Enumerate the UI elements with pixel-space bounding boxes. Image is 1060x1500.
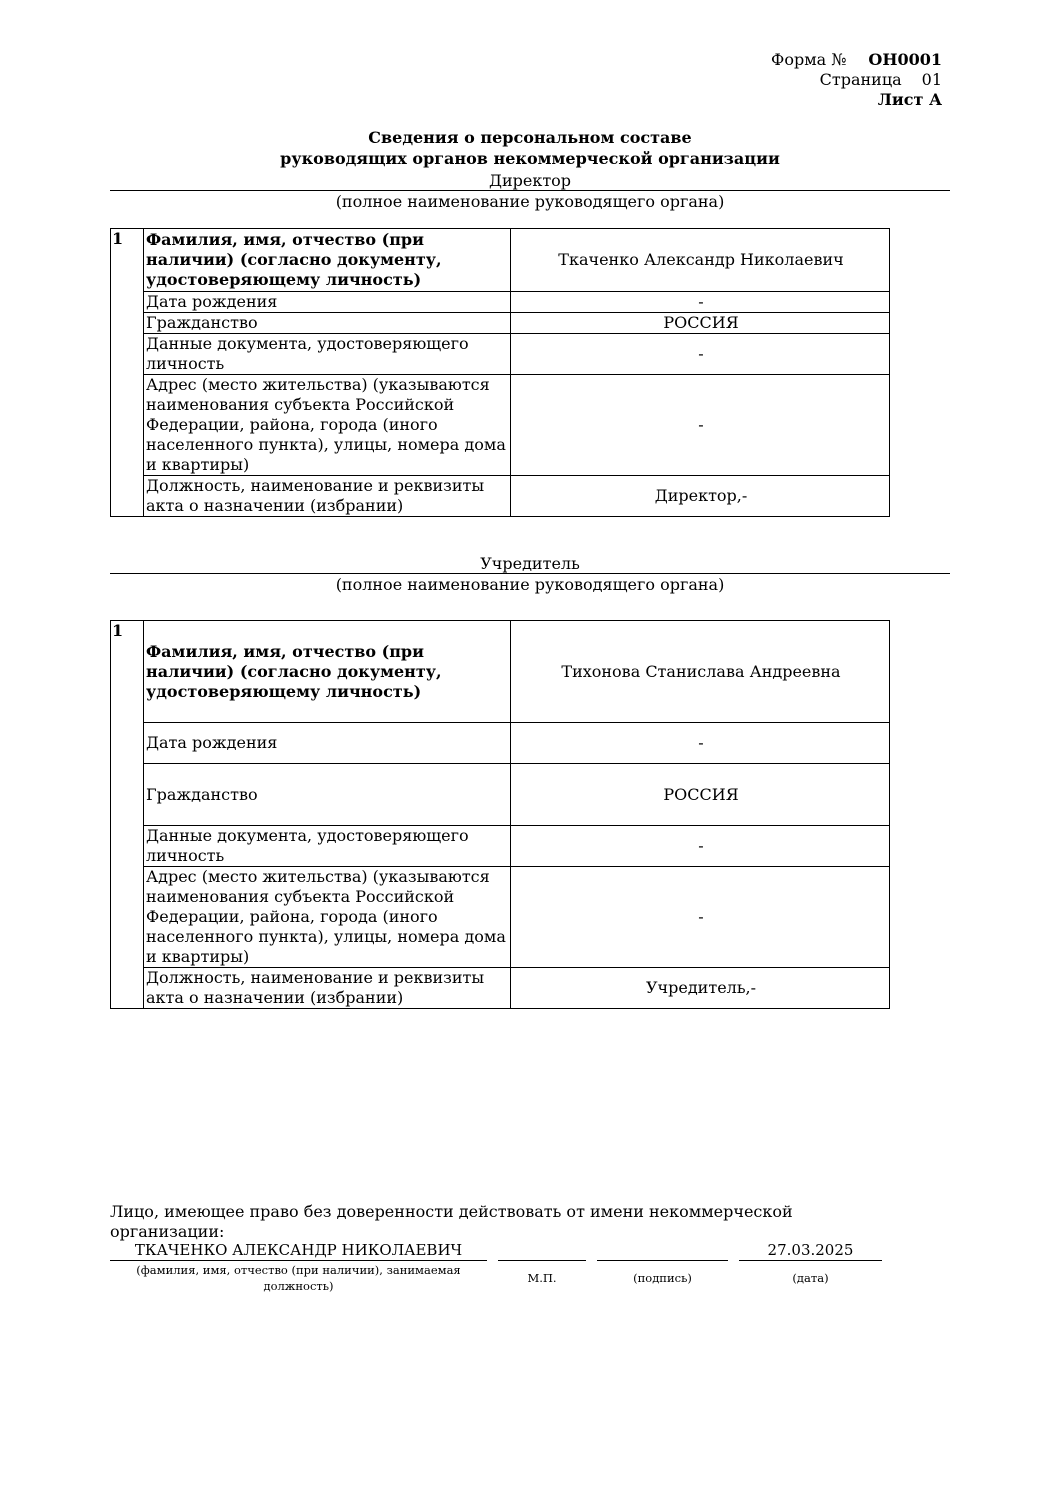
row-value-citizenship: РОССИЯ bbox=[511, 313, 890, 334]
row-label-position: Должность, наименование и реквизиты акта о назначении (избрании) bbox=[144, 476, 511, 517]
table-row bbox=[111, 764, 890, 826]
form-label: Форма № bbox=[771, 50, 847, 69]
row-value-address: - bbox=[511, 867, 890, 968]
row-value-position: Учредитель,- bbox=[511, 968, 890, 1009]
person-number: 1 bbox=[111, 621, 144, 1009]
row-value-id-document: - bbox=[511, 334, 890, 375]
date-field: 27.03.2025 bbox=[739, 1241, 882, 1261]
row-label-birthdate: Дата рождения bbox=[144, 292, 511, 313]
row-label-citizenship: Гражданство bbox=[144, 764, 511, 826]
table-row bbox=[111, 229, 890, 292]
form-number: ОН0001 bbox=[868, 50, 942, 69]
organ-caption: (полное наименование руководящего органа) bbox=[335, 575, 725, 594]
organ-caption: (полное наименование руководящего органа) bbox=[335, 192, 725, 211]
page-label: Страница bbox=[819, 70, 902, 89]
person-number: 1 bbox=[111, 229, 144, 517]
signatory-name-caption: (фамилия, имя, отчество (при наличии), занимаемая должность) bbox=[136, 1263, 461, 1293]
stamp-field bbox=[498, 1241, 586, 1261]
document-title-line1: Сведения о персональном составе bbox=[368, 128, 692, 147]
table-row bbox=[111, 621, 890, 723]
table-row bbox=[111, 334, 890, 375]
row-label-fio: Фамилия, имя, отчество (при наличии) (согласно документу, удостоверяющему личность) bbox=[144, 229, 511, 292]
row-label-position: Должность, наименование и реквизиты акта о назначении (избрании) bbox=[144, 968, 511, 1009]
row-value-id-document: - bbox=[511, 826, 890, 867]
table-row bbox=[111, 375, 890, 476]
row-label-birthdate: Дата рождения bbox=[144, 723, 511, 764]
form-header bbox=[771, 50, 942, 110]
row-value-birthdate: - bbox=[511, 723, 890, 764]
page-number-row bbox=[771, 70, 942, 90]
page-number: 01 bbox=[921, 70, 942, 89]
signature-caption: (подпись) bbox=[633, 1271, 692, 1285]
row-value-position: Директор,- bbox=[511, 476, 890, 517]
row-label-id-document: Данные документа, удостоверяющего личность bbox=[144, 826, 511, 867]
table-row bbox=[111, 826, 890, 867]
person-table-founder bbox=[110, 620, 890, 1009]
row-value-birthdate: - bbox=[511, 292, 890, 313]
signatory-statement: Лицо, имеющее право без доверенности действовать от имени некоммерческой организации: bbox=[110, 1202, 793, 1241]
row-label-address: Адрес (место жительства) (указываются наименования субъекта Российской Федерации, района, города (иного населенного пункта), улицы, номера дома и квартиры) bbox=[144, 375, 511, 476]
stamp-caption: М.П. bbox=[527, 1271, 557, 1285]
signature-field bbox=[597, 1241, 728, 1261]
table-row bbox=[111, 968, 890, 1009]
row-label-citizenship: Гражданство bbox=[144, 313, 511, 334]
form-number-row bbox=[771, 50, 942, 70]
row-label-fio: Фамилия, имя, отчество (при наличии) (согласно документу, удостоверяющему личность) bbox=[144, 621, 511, 723]
organ-name: Директор bbox=[488, 171, 572, 190]
table-row bbox=[111, 313, 890, 334]
row-label-id-document: Данные документа, удостоверяющего личность bbox=[144, 334, 511, 375]
organ-name: Учредитель bbox=[480, 554, 580, 573]
table-row bbox=[111, 476, 890, 517]
sheet-label: Лист А bbox=[877, 90, 942, 109]
organ-name-underline bbox=[110, 573, 950, 574]
table-row bbox=[111, 723, 890, 764]
row-label-address: Адрес (место жительства) (указываются наименования субъекта Российской Федерации, района, города (иного населенного пункта), улицы, номера дома и квартиры) bbox=[144, 867, 511, 968]
person-table-director bbox=[110, 228, 890, 517]
table-row bbox=[111, 292, 890, 313]
row-value-fio: Тихонова Станислава Андреевна bbox=[511, 621, 890, 723]
row-value-citizenship: РОССИЯ bbox=[511, 764, 890, 826]
date-caption: (дата) bbox=[792, 1271, 829, 1285]
signatory-name-field: ТКАЧЕНКО АЛЕКСАНДР НИКОЛАЕВИЧ bbox=[110, 1241, 487, 1261]
document-title-line2: руководящих органов некоммерческой организации bbox=[280, 149, 780, 168]
table-row bbox=[111, 867, 890, 968]
row-value-address: - bbox=[511, 375, 890, 476]
row-value-fio: Ткаченко Александр Николаевич bbox=[511, 229, 890, 292]
organ-name-underline bbox=[110, 190, 950, 191]
